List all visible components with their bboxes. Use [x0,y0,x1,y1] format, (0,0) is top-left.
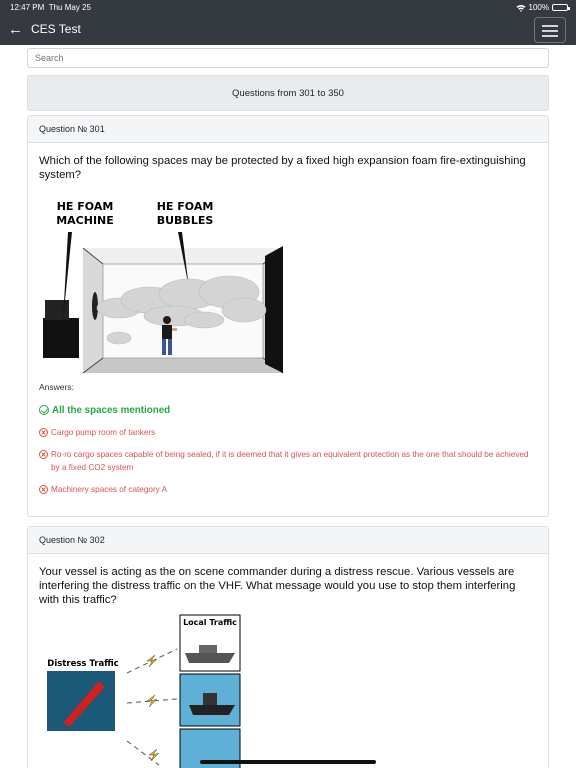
answer-wrong: Ro-ro cargo spaces capable of being sealed, if it is deemed that it gives an equivalent protection as the one that should be achieved by a fixed CO2 system [39,448,537,474]
question-range-banner: Questions from 301 to 350 [27,75,549,111]
he-foam-machine-label: HE FOAM [56,200,114,213]
svg-text:MACHINE: MACHINE [56,214,114,227]
answer-wrong: Cargo pump room of tankers [39,426,537,439]
hamburger-menu-button[interactable] [534,17,566,43]
question-text: Which of the following spaces may be protected by a fixed high expansion foam fire-extinguishing system? [39,155,526,181]
local-traffic-label: Local Traffic [183,618,237,627]
distress-traffic-illustration [39,613,269,768]
status-bar [0,0,576,14]
question-text: Your vessel is acting as the on scene commander during a distress rescue. Various vessels are interfering the distress traffic on the VHF. What message would you use to stop them interfering with this traffic? [39,566,516,606]
page-title: CES Test [31,22,81,36]
battery-icon [552,4,568,11]
he-foam-bubbles-label: HE FOAM [156,200,214,213]
answer-correct: All the spaces mentioned [39,404,537,417]
svg-text:BUBBLES: BUBBLES [156,214,214,227]
back-arrow-icon[interactable]: ← [8,21,23,38]
navbar [0,14,576,45]
status-time: 12:47 PM Thu May 25 [10,3,91,12]
battery-percent: 100% [528,3,549,12]
x-circle-icon [39,428,48,437]
question-header: Question № 302 [28,527,548,554]
foam-system-illustration [39,188,289,376]
x-circle-icon [39,450,48,459]
question-card [27,115,549,517]
question-header: Question № 301 [28,116,548,143]
wifi-icon [516,4,526,12]
answers-label: Answers: [39,382,74,392]
question-card [27,526,549,768]
check-circle-icon [39,405,49,415]
answer-wrong: Machinery spaces of category A [39,483,537,496]
home-indicator [200,760,376,764]
distress-traffic-label: Distress Traffic [47,659,119,669]
search-input[interactable] [27,48,549,68]
status-right [516,3,568,12]
x-circle-icon [39,485,48,494]
